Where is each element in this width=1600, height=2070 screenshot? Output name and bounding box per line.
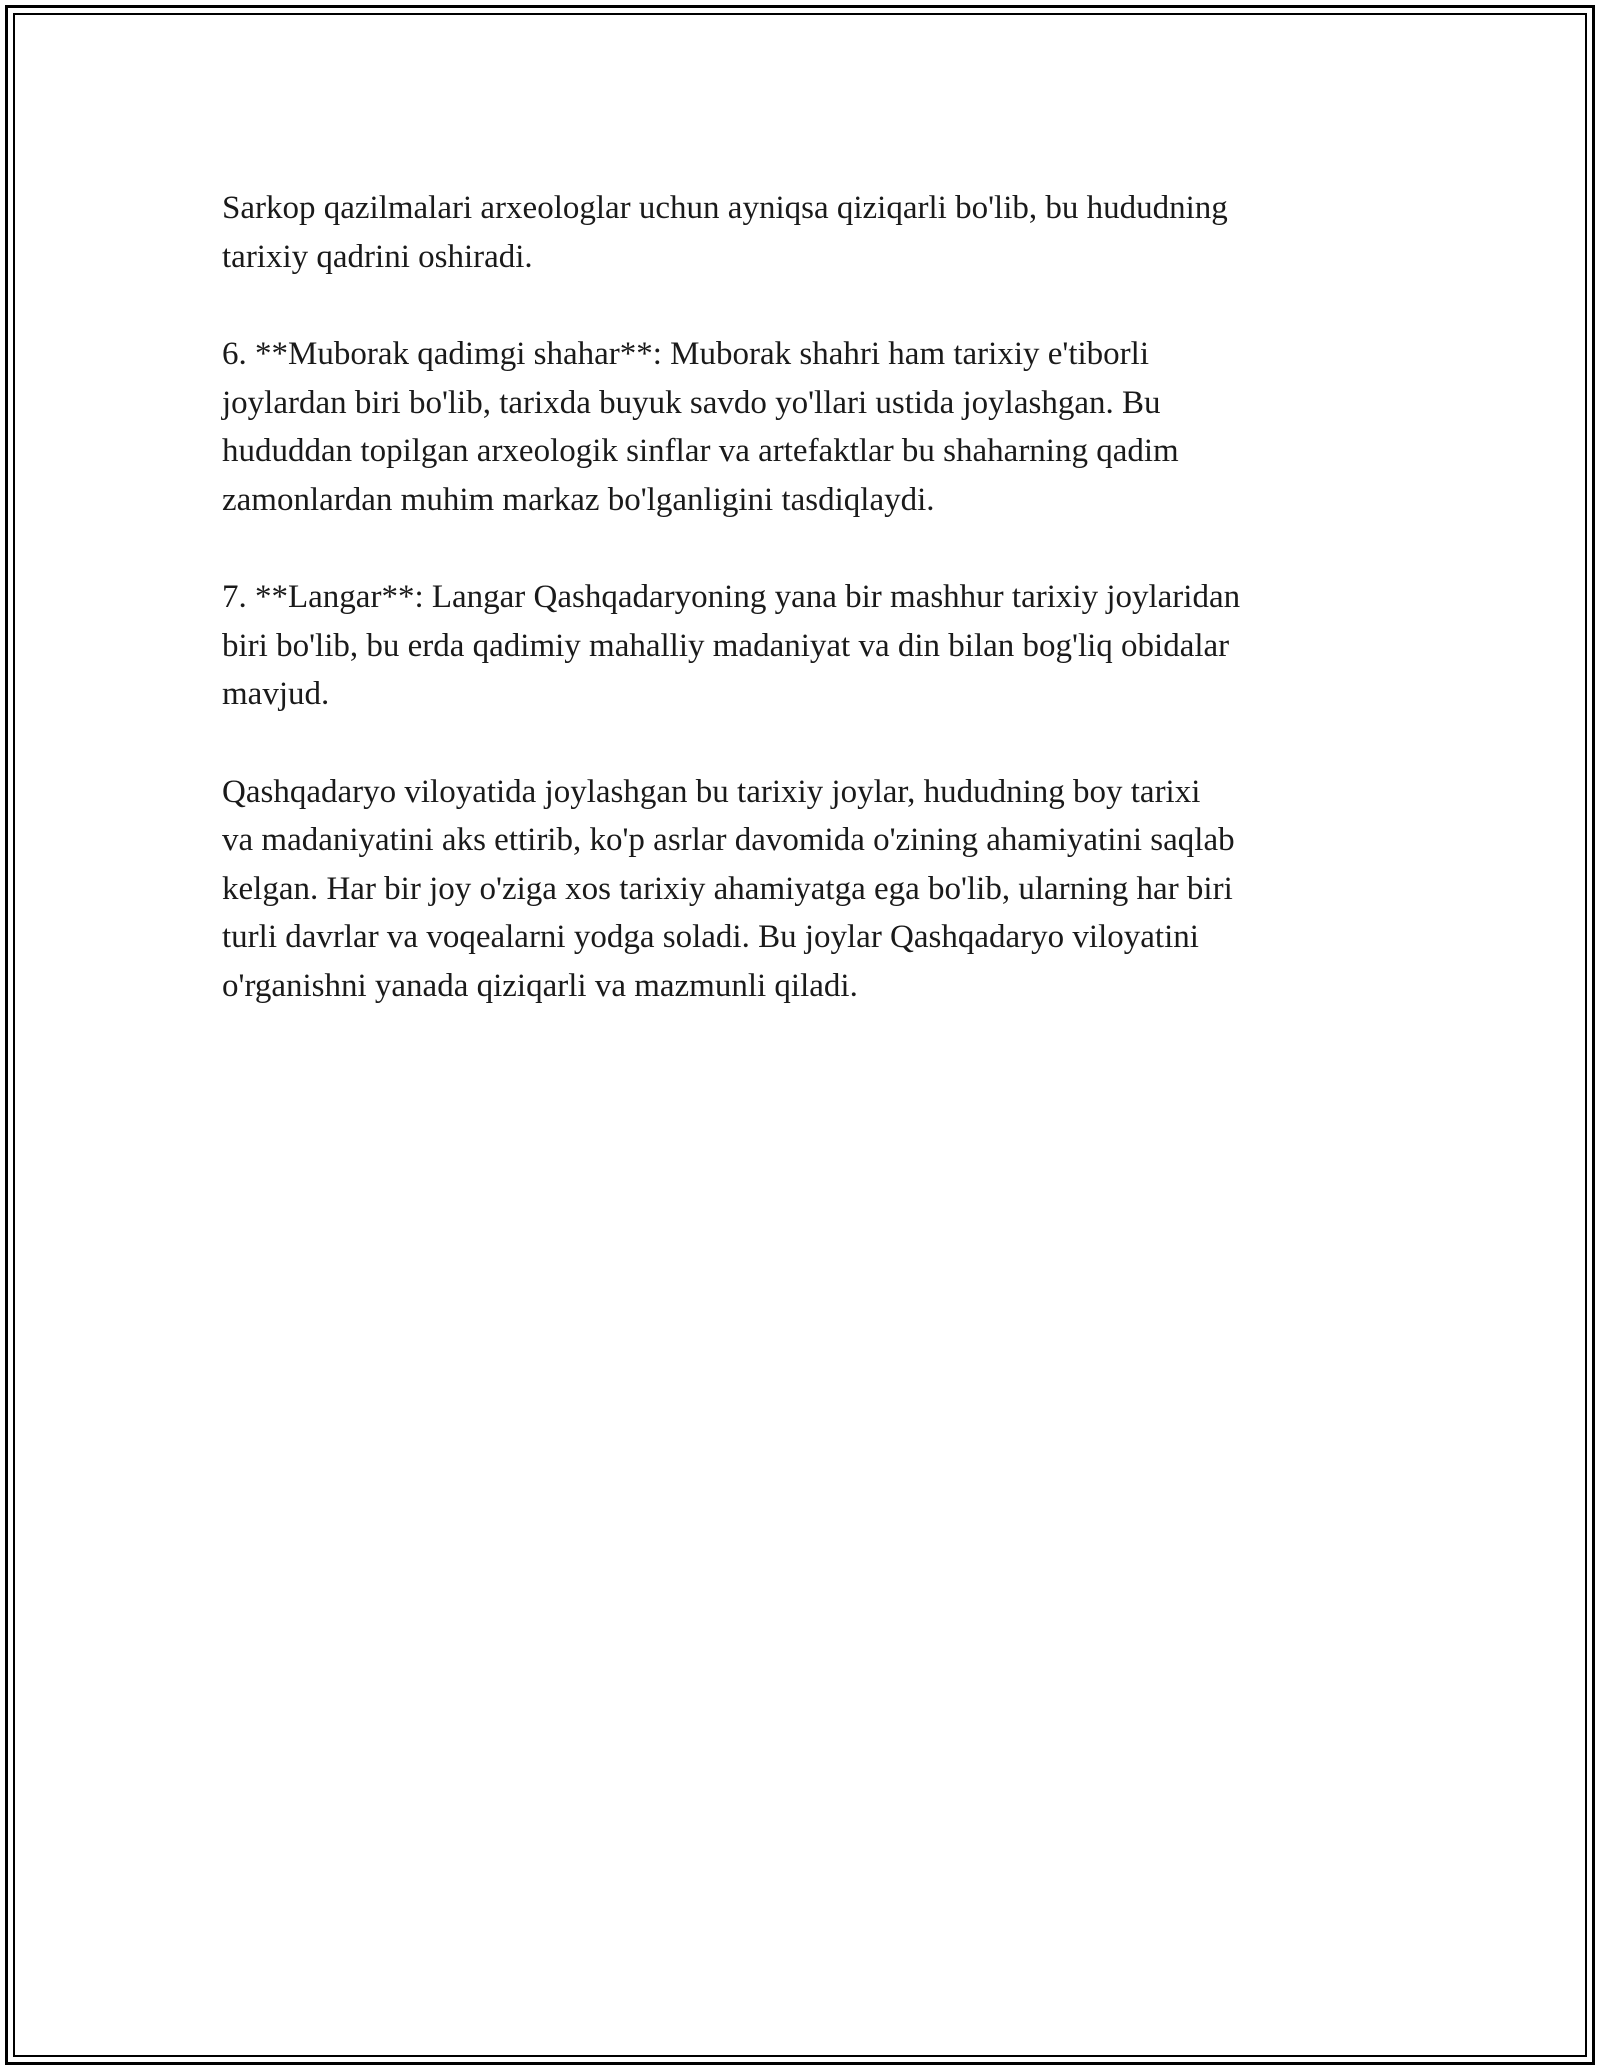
paragraph-summary: Qashqadaryo viloyatida joylashgan bu tarixiy joylar, hududning boy tarixi va madaniyatini aks ettirib, ko'p asrlar davomida o'zining ahamiyatini saqlab kelgan. Har bir joy o'ziga xos tarixiy ahamiyatga ega bo'lib, ularning har biri turli davrlar va voqealarni yodga soladi. Bu joylar Qashqadaryo viloyatini o'rganishni yanada qiziqarli va mazmunli qiladi. — [222, 773, 1235, 1004]
paragraph-muborak: 6. **Muborak qadimgi shahar**: Muborak shahri ham tarixiy e'tiborli joylardan biri bo'lib, tarixda buyuk savdo yo'llari ustida joylashgan. Bu hududdan topilgan arxeologik sinflar va artefaktlar bu shaharning qadim zamonlardan muhim markaz bo'lganligini tasdiqlaydi. — [222, 336, 1179, 518]
paragraph-sarkop: Sarkop qazilmalari arxeologlar uchun ayniqsa qiziqarli bo'lib, bu hududning tarixiy qadrini oshiradi. — [222, 190, 1228, 275]
paragraph-langar: 7. **Langar**: Langar Qashqadaryoning yana bir mashhur tarixiy joylaridan biri bo'lib, bu erda qadimiy mahalliy madaniyat va din bilan bog'liq obidalar mavjud. — [222, 579, 1241, 712]
document-body — [222, 184, 1382, 1059]
